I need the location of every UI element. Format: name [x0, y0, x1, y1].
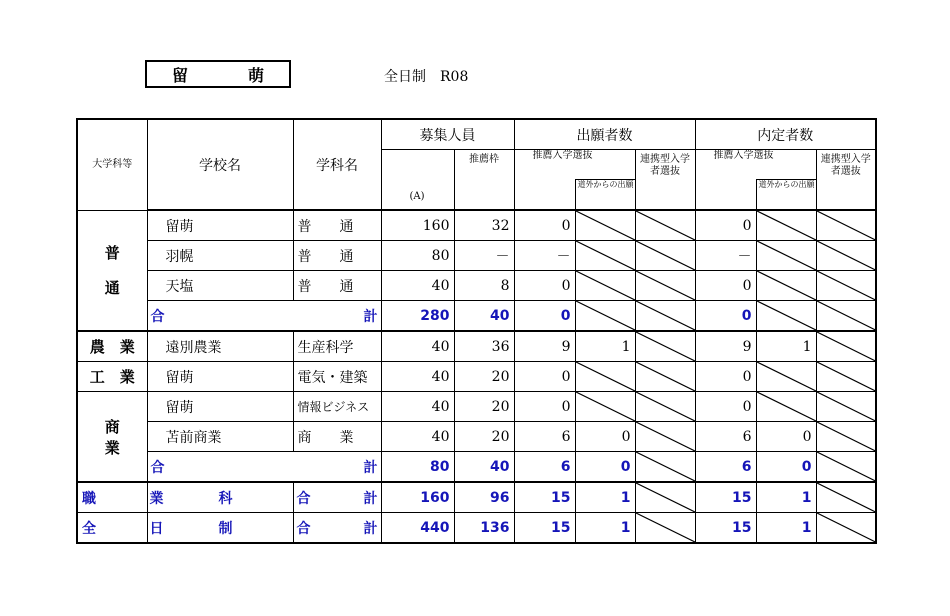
- total-dec-outside: 1: [756, 482, 816, 513]
- slash-cell: [635, 241, 695, 271]
- slash-cell: [635, 452, 695, 483]
- dec-count: －: [695, 241, 756, 271]
- dec-count: 6: [695, 422, 756, 452]
- slash-cell: [816, 452, 876, 483]
- header-school: 学校名: [147, 119, 293, 210]
- school-name: 留萌: [147, 392, 293, 422]
- total-app-outside: 1: [575, 513, 635, 544]
- slash-cell: [575, 301, 635, 332]
- total-recruit: 440: [381, 513, 454, 544]
- header-dec-renkei: 連携型入学者選抜: [816, 150, 876, 211]
- header-dec-suisen: 推薦入学選抜: [695, 150, 816, 180]
- subtotal-app: 0: [514, 301, 575, 332]
- header-dec-outside: 道外からの出願: [756, 180, 816, 211]
- suisen-waku: 32: [454, 210, 514, 241]
- slash-cell: [816, 362, 876, 392]
- slash-cell: [575, 271, 635, 301]
- slash-cell: [635, 301, 695, 332]
- total-dec: 15: [695, 513, 756, 544]
- header-info: 全日制 R08: [384, 69, 469, 85]
- total-recruit: 160: [381, 482, 454, 513]
- app-count: 0: [514, 271, 575, 301]
- subtotal-waku: 40: [454, 452, 514, 483]
- slash-cell: [575, 241, 635, 271]
- header-dept: 学科名: [293, 119, 381, 210]
- table-row: [77, 271, 876, 301]
- slash-cell: [816, 241, 876, 271]
- category-kogyo: 工 業: [77, 362, 147, 392]
- total-waku: 96: [454, 482, 514, 513]
- dept-name: 普 通: [293, 271, 381, 301]
- total-label-char: 合 計: [293, 482, 381, 513]
- suisen-waku: 36: [454, 331, 514, 362]
- header-recruit-a: (A): [381, 150, 454, 211]
- header-recruit: 募集人員: [381, 119, 514, 150]
- subtotal-waku: 40: [454, 301, 514, 332]
- enrollment-table: [76, 118, 877, 544]
- school-name: 留萌: [147, 362, 293, 392]
- slash-cell: [756, 271, 816, 301]
- slash-cell: [635, 271, 695, 301]
- recruit-count: 40: [381, 271, 454, 301]
- header-category: 大学科等: [77, 119, 147, 210]
- school-name: 羽幌: [147, 241, 293, 271]
- table-row: [77, 210, 876, 241]
- slash-cell: [575, 362, 635, 392]
- slash-cell: [635, 392, 695, 422]
- slash-cell: [816, 513, 876, 544]
- dec-count: 0: [695, 271, 756, 301]
- school-name: 留萌: [147, 210, 293, 241]
- table-row: [77, 422, 876, 452]
- subtotal-row-shogyo: [77, 452, 876, 483]
- slash-cell: [756, 301, 816, 332]
- app-count: 0: [514, 362, 575, 392]
- header-app-suisen: 推薦入学選抜: [514, 150, 635, 180]
- total-waku: 136: [454, 513, 514, 544]
- total-label-char: 全: [77, 513, 147, 544]
- total-label-char: 日 制: [147, 513, 293, 544]
- header-decided: 内定者数: [695, 119, 876, 150]
- dec-count: 0: [695, 392, 756, 422]
- dept-name: 商 業: [293, 422, 381, 452]
- subtotal-dec: 0: [695, 301, 756, 332]
- recruit-count: 40: [381, 362, 454, 392]
- recruit-count: 80: [381, 241, 454, 271]
- slash-cell: [635, 362, 695, 392]
- category-shogyo: 商 業: [77, 392, 147, 483]
- table-row: [77, 241, 876, 271]
- slash-cell: [635, 210, 695, 241]
- subtotal-app: 6: [514, 452, 575, 483]
- slash-cell: [816, 331, 876, 362]
- app-outside-count: 1: [575, 331, 635, 362]
- slash-cell: [756, 392, 816, 422]
- subtotal-label: 合 計: [147, 301, 381, 332]
- slash-cell: [635, 482, 695, 513]
- slash-cell: [816, 301, 876, 332]
- total-app-outside: 1: [575, 482, 635, 513]
- header-app-renkei: 連携型入学者選抜: [635, 150, 695, 211]
- header-applicants: 出願者数: [514, 119, 695, 150]
- slash-cell: [635, 513, 695, 544]
- dept-name: 普 通: [293, 241, 381, 271]
- table-row: [77, 362, 876, 392]
- app-count: 6: [514, 422, 575, 452]
- subtotal-dec: 6: [695, 452, 756, 483]
- app-outside-count: 0: [575, 422, 635, 452]
- dec-count: 9: [695, 331, 756, 362]
- slash-cell: [816, 482, 876, 513]
- slash-cell: [575, 392, 635, 422]
- school-name: 遠別農業: [147, 331, 293, 362]
- slash-cell: [756, 241, 816, 271]
- region-name: 留 萌: [145, 60, 291, 88]
- slash-cell: [635, 422, 695, 452]
- dept-name: 電気・建築: [293, 362, 381, 392]
- dept-name: 情報ビジネス: [293, 392, 381, 422]
- subtotal-recruit: 280: [381, 301, 454, 332]
- app-count: 0: [514, 392, 575, 422]
- dec-outside-count: 0: [756, 422, 816, 452]
- app-count: 9: [514, 331, 575, 362]
- slash-cell: [756, 210, 816, 241]
- recruit-count: 40: [381, 392, 454, 422]
- slash-cell: [816, 271, 876, 301]
- suisen-waku: 8: [454, 271, 514, 301]
- subtotal-app-outside: 0: [575, 452, 635, 483]
- header-app-outside: 道外からの出願: [575, 180, 635, 211]
- app-count: －: [514, 241, 575, 271]
- category-futsu: 普 通: [77, 210, 147, 331]
- slash-cell: [816, 210, 876, 241]
- header-suisen-waku: 推薦枠: [454, 150, 514, 211]
- recruit-count: 160: [381, 210, 454, 241]
- dept-name: 普 通: [293, 210, 381, 241]
- dec-count: 0: [695, 362, 756, 392]
- subtotal-row-futsu: [77, 301, 876, 332]
- table-row: [77, 331, 876, 362]
- suisen-waku: －: [454, 241, 514, 271]
- dept-name: 生産科学: [293, 331, 381, 362]
- total-dec-outside: 1: [756, 513, 816, 544]
- dec-count: 0: [695, 210, 756, 241]
- table-row: [77, 392, 876, 422]
- slash-cell: [635, 331, 695, 362]
- recruit-count: 40: [381, 331, 454, 362]
- dec-outside-count: 1: [756, 331, 816, 362]
- total-row-shokugyo: [77, 482, 876, 513]
- subtotal-label: 合 計: [147, 452, 381, 483]
- category-nogyo: 農 業: [77, 331, 147, 362]
- total-label-char: 業 科: [147, 482, 293, 513]
- total-row-zennichi: [77, 513, 876, 544]
- suisen-waku: 20: [454, 392, 514, 422]
- total-app: 15: [514, 513, 575, 544]
- subtotal-recruit: 80: [381, 452, 454, 483]
- app-count: 0: [514, 210, 575, 241]
- suisen-waku: 20: [454, 422, 514, 452]
- school-name: 天塩: [147, 271, 293, 301]
- slash-cell: [816, 422, 876, 452]
- school-name: 苫前商業: [147, 422, 293, 452]
- total-label-char: 職: [77, 482, 147, 513]
- recruit-count: 40: [381, 422, 454, 452]
- total-label-char: 合 計: [293, 513, 381, 544]
- subtotal-dec-outside: 0: [756, 452, 816, 483]
- total-dec: 15: [695, 482, 756, 513]
- slash-cell: [756, 362, 816, 392]
- slash-cell: [575, 210, 635, 241]
- total-app: 15: [514, 482, 575, 513]
- slash-cell: [816, 392, 876, 422]
- suisen-waku: 20: [454, 362, 514, 392]
